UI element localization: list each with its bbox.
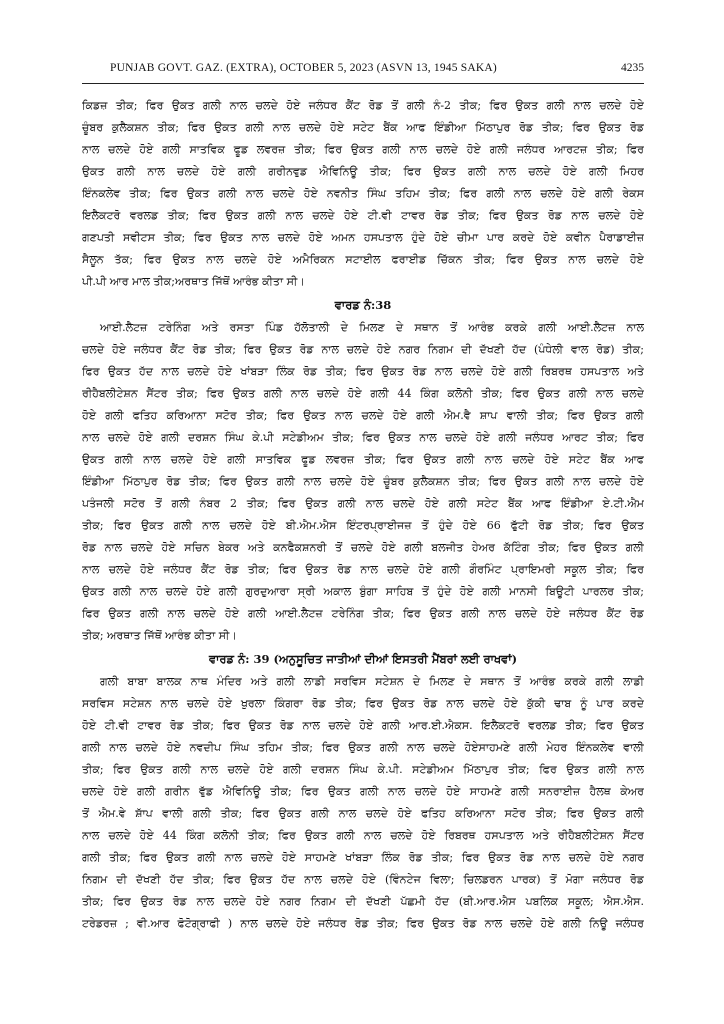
text-line: ਹੋਏ ਗਲੀ ਫਤਿਹ ਕਰਿਆਨਾ ਸਟੋਰ ਤੀਕ; ਫਿਰ ਉਕਤ ਨਾਲ ਚਲਦੇ ਹੋਏ ਗਲੀ ਐਮ.ਵੈ ਸ਼ਾਪ ਵਾਲੀ ਤੀਕ; ਫਿਰ ਉਕਤ ਗਲੀ bbox=[82, 409, 644, 422]
text-line: ਸਰਵਿਸ ਸਟੇਸ਼ਨ ਨਾਲ ਚਲਦੇ ਹੋਏ ਖੁਰਲਾ ਕਿੰਗਰਾ ਰੋਡ ਤੀਕ; ਫਿਰ ਉਕਤ ਰੋਡ ਨਾਲ ਚਲਦੇ ਹੋਏ ਕੁੱਕੀ ਢਾਬ ਨੂੰ ਪਾਰ ਕਰਦੇ bbox=[82, 697, 644, 710]
text-line: ਨਾਲ ਚਲਦੇ ਹੋਏ ਜਲੰਧਰ ਕੈਂਟ ਰੋਡ ਤੀਕ; ਫਿਰ ਉਕਤ ਰੋਡ ਨਾਲ ਚਲਦੇ ਹੋਏ ਗਲੀ ਗੌਰਮਿੰਟ ਪ੍ਰਾਇਮਰੀ ਸਕੂਲ ਤੀਕ; ਫਿਰ bbox=[82, 563, 644, 576]
text-line: ਗਣਪਤੀ ਸਵੀਟਸ ਤੀਕ; ਫਿਰ ਉਕਤ ਨਾਲ ਚਲਦੇ ਹੋਏ ਅਮਨ ਹਸਪਤਾਲ ਹੁੰਦੇ ਹੋਏ ਚੀਮਾ ਪਾਰ ਕਰਦੇ ਹੋਏ ਕਵੀਨ ਪੈਰਾਡਾਈਜ਼ bbox=[82, 231, 644, 244]
text-line: ਟਰੇਡਰਜ਼ ; ਵੀ.ਆਰ ਫੋਟੋਗ੍ਰਾਫੀ ) ਨਾਲ ਚਲਦੇ ਹੋਏ ਜਲੰਧਰ ਰੋਡ ਤੀਕ; ਫਿਰ ਉਕਤ ਰੋਡ ਨਾਲ ਚਲਦੇ ਹੋਏ ਗਲੀ ਨਿਊ ਜਲੰਧਰ bbox=[82, 917, 644, 930]
text-line: ਸੈਲੂਨ ਤੱਕ; ਫਿਰ ਉਕਤ ਨਾਲ ਚਲਦੇ ਹੋਏ ਅਮੈਰਿਕਨ ਸਟਾਈਲ ਫਰਾਈਡ ਚਿੱਕਨ ਤੀਕ; ਫਿਰ ਉਕਤ ਨਾਲ ਚਲਦੇ ਹੋਏ bbox=[82, 253, 644, 266]
page-header bbox=[82, 60, 644, 76]
text-line: ਤੀਕ; ਅਰਥਾਤ ਜਿੱਥੋਂ ਆਰੰਭ ਕੀਤਾ ਸੀ। bbox=[82, 629, 237, 642]
text-line: ਨਾਲ ਚਲਦੇ ਹੋਏ 44 ਕਿੰਗ ਕਲੋਨੀ ਤੀਕ; ਫਿਰ ਉਕਤ ਗਲੀ ਨਾਲ ਚਲਦੇ ਹੋਏ ਰਿਬਰਥ ਹਸਪਤਾਲ ਅਤੇ ਰੀਹੈਬਲੀਟੇਸ਼ਨ ਸੈਂਟਰ bbox=[82, 829, 644, 842]
page-number: 4235 bbox=[621, 62, 644, 74]
text-line: ਉਕਤ ਗਲੀ ਨਾਲ ਚਲਦੇ ਹੋਏ ਗਲੀ ਗਰੀਨਵੁਡ ਐਵਿਨਿਊ ਤੀਕ; ਫਿਰ ਉਕਤ ਗਲੀ ਨਾਲ ਚਲਦੇ ਹੋਏ ਗਲੀ ਮਿਹਰ bbox=[82, 165, 644, 178]
text-line: ਚਲਦੇ ਹੋਏ ਗਲੀ ਗਰੀਨ ਵੁੱਡ ਐਵਿਨਿਊ ਤੀਕ; ਫਿਰ ਉਕਤ ਗਲੀ ਨਾਲ ਚਲਦੇ ਹੋਏ ਸਾਹਮਣੇ ਗਲੀ ਸਨਰਾਈਜ਼ ਹੈਲਥ ਕੇਅਰ bbox=[82, 785, 644, 798]
text-line: ਆਈ.ਲੈਟਜ਼ ਟਰੇਨਿੰਗ ਅਤੇ ਰਸਤਾ ਪਿੰਡ ਹੱਲੋਤਾਲੀ ਦੇ ਮਿਲਣ ਦੇ ਸਥਾਨ ਤੋਂ ਆਰੰਭ ਕਰਕੇ ਗਲੀ ਆਈ.ਲੈਟਜ਼ ਨਾਲ bbox=[100, 321, 644, 334]
text-line: ਤੀਕ; ਫਿਰ ਉਕਤ ਗਲੀ ਨਾਲ ਚਲਦੇ ਹੋਏ ਬੀ.ਐਮ.ਐਸ ਇੰਟਰਪ੍ਰਾਈਜਜ਼ ਤੋਂ ਹੁੰਦੇ ਹੋਏ 66 ਫੁੱਟੀ ਰੋਡ ਤੀਕ; ਫਿਰ ਉਕਤ bbox=[82, 519, 644, 532]
text-line: ਰੀਹੈਬਲੀਟੇਸ਼ਨ ਸੈਂਟਰ ਤੀਕ; ਫਿਰ ਉਕਤ ਗਲੀ ਨਾਲ ਚਲਦੇ ਹੋਏ ਗਲੀ 44 ਕਿੰਗ ਕਲੋਨੀ ਤੀਕ; ਫਿਰ ਉਕਤ ਗਲੀ ਨਾਲ ਚਲਦੇ bbox=[82, 387, 644, 400]
header-rule bbox=[82, 83, 644, 84]
text-line: ਇੰਨਕਲੇਵ ਤੀਕ; ਫਿਰ ਉਕਤ ਗਲੀ ਨਾਲ ਚਲਦੇ ਹੋਏ ਨਵਨੀਤ ਸਿੰਘ ਤਹਿਮ ਤੀਕ; ਫਿਰ ਗਲੀ ਨਾਲ ਚਲਦੇ ਹੋਏ ਗਲੀ ਰੇਕਸ bbox=[82, 187, 644, 200]
gazette-title: PUNJAB GOVT. GAZ. (EXTRA), OCTOBER 5, 2023 (ASVN 13, 1945 SAKA) bbox=[110, 62, 497, 74]
ward-39-heading: ਵਾਰਡ ਨੰ: 39 (ਅਨੁਸੂਚਿਤ ਜਾਤੀਆਂ ਦੀਆਂ ਇਸਤਰੀ ਮੈਂਬਰਾਂ ਲਈ ਰਾਖਵਾਂ) bbox=[208, 652, 518, 666]
text-line: ਤੀਕ; ਫਿਰ ਉਕਤ ਗਲੀ ਨਾਲ ਚਲਦੇ ਹੋਏ ਗਲੀ ਦਰਸ਼ਨ ਸਿੰਘ ਕੇ.ਪੀ. ਸਟੇਡੀਅਮ ਮਿੱਠਾਪੁਰ ਤੀਕ; ਫਿਰ ਉਕਤ ਗਲੀ ਨਾਲ bbox=[82, 763, 644, 776]
text-line: ਹੋਏ ਟੀ.ਵੀ ਟਾਵਰ ਰੋਡ ਤੀਕ; ਫਿਰ ਉਕਤ ਰੋਡ ਨਾਲ ਚਲਦੇ ਹੋਏ ਗਲੀ ਆਰ.ਈ.ਐਕਸ. ਇਲੈਕਟਰੋ ਵਰਲਡ ਤੀਕ; ਫਿਰ ਉਕਤ bbox=[82, 719, 644, 732]
text-line: ਪਤੰਜਲੀ ਸਟੋਰ ਤੋਂ ਗਲੀ ਨੰਬਰ 2 ਤੀਕ; ਫਿਰ ਉਕਤ ਗਲੀ ਨਾਲ ਚਲਦੇ ਹੋਏ ਗਲੀ ਸਟੇਟ ਬੈਂਕ ਆਫ ਇੰਡੀਆ ਏ.ਟੀ.ਐਮ bbox=[82, 497, 644, 510]
text-line: ਇਲੈਕਟਰੋ ਵਰਲਡ ਤੀਕ; ਫਿਰ ਉਕਤ ਗਲੀ ਨਾਲ ਚਲਦੇ ਹੋਏ ਟੀ.ਵੀ ਟਾਵਰ ਰੋਡ ਤੀਕ; ਫਿਰ ਉਕਤ ਰੋਡ ਨਾਲ ਚਲਦੇ ਹੋਏ bbox=[82, 209, 644, 222]
ward-38-heading: ਵਾਰਡ ਨੰ:38 bbox=[334, 298, 392, 312]
text-line: ਫਿਰ ਉਕਤ ਗਲੀ ਨਾਲ ਚਲਦੇ ਹੋਏ ਗਲੀ ਆਈ.ਲੈਟਜ਼ ਟਰੇਨਿੰਗ ਤੀਕ; ਫਿਰ ਉਕਤ ਗਲੀ ਨਾਲ ਚਲਦੇ ਹੋਏ ਜਲੰਧਰ ਕੈਂਟ ਰੋਡ bbox=[82, 607, 644, 620]
text-line: ਗਲੀ ਤੀਕ; ਫਿਰ ਉਕਤ ਗਲੀ ਨਾਲ ਚਲਦੇ ਹੋਏ ਸਾਹਮਣੇ ਖਾਂਬੜਾ ਲਿੰਕ ਰੋਡ ਤੀਕ; ਫਿਰ ਉਕਤ ਰੋਡ ਨਾਲ ਚਲਦੇ ਹੋਏ ਨਗਰ bbox=[82, 851, 644, 864]
text-line: ਚੂੰਬਰ ਕੁਲੈਕਸ਼ਨ ਤੀਕ; ਫਿਰ ਉਕਤ ਗਲੀ ਨਾਲ ਚਲਦੇ ਹੋਏ ਸਟੇਟ ਬੈਂਕ ਆਫ ਇੰਡੀਆ ਮਿੱਠਾਪੁਰ ਰੋਡ ਤੀਕ; ਫਿਰ ਉਕਤ ਰੋਡ bbox=[82, 121, 644, 134]
page-body bbox=[82, 95, 644, 935]
text-line: ਚਲਦੇ ਹੋਏ ਜਲੰਧਰ ਕੈਂਟ ਰੋਡ ਤੀਕ; ਫਿਰ ਉਕਤ ਰੋਡ ਨਾਲ ਚਲਦੇ ਹੋਏ ਨਗਰ ਨਿਗਮ ਦੀ ਦੱਖਣੀ ਹੱਦ (ਪੰਧੇਲੀ ਵਾਲ ਰੋਡ) ਤੀਕ; bbox=[82, 343, 644, 356]
text-line: ਉਕਤ ਗਲੀ ਨਾਲ ਚਲਦੇ ਹੋਏ ਗਲੀ ਗੁਰਦੁਆਰਾ ਸ੍ਰੀ ਅਕਾਲ ਬੁੰਗਾ ਸਾਹਿਬ ਤੋਂ ਹੁੰਦੇ ਹੋਏ ਗਲੀ ਮਾਨਸੀ ਬਿਊਟੀ ਪਾਰਲਰ ਤੀਕ; bbox=[82, 585, 644, 598]
text-line: ਤੋਂ ਐਮ.ਵੇ ਸ਼ਾੱਪ ਵਾਲੀ ਗਲੀ ਤੀਕ; ਫਿਰ ਉਕਤ ਗਲੀ ਨਾਲ ਚਲਦੇ ਹੋਏ ਫਤਿਹ ਕਰਿਆਨਾ ਸਟੋਰ ਤੀਕ; ਫਿਰ ਉਕਤ ਗਲੀ bbox=[82, 807, 644, 820]
text-line: ਫਿਰ ਉਕਤ ਹੱਦ ਨਾਲ ਚਲਦੇ ਹੋਏ ਖਾਂਬੜਾ ਲਿੰਕ ਰੋਡ ਤੀਕ; ਫਿਰ ਉਕਤ ਰੋਡ ਨਾਲ ਚਲਦੇ ਹੋਏ ਗਲੀ ਰਿਬਰਥ ਹਸਪਤਾਲ ਅਤੇ bbox=[82, 365, 644, 378]
text-line: ਗਲੀ ਬਾਬਾ ਬਾਲਕ ਨਾਥ ਮੰਦਿਰ ਅਤੇ ਗਲੀ ਲਾਡੀ ਸਰਵਿਸ ਸਟੇਸ਼ਨ ਦੇ ਮਿਲਣ ਦੇ ਸਥਾਨ ਤੋਂ ਆਰੰਭ ਕਰਕੇ ਗਲੀ ਲਾਡੀ bbox=[100, 675, 644, 688]
text-line: ਗਲੀ ਨਾਲ ਚਲਦੇ ਹੋਏ ਨਵਦੀਪ ਸਿੰਘ ਤਹਿਮ ਤੀਕ; ਫਿਰ ਉਕਤ ਗਲੀ ਨਾਲ ਚਲਦੇ ਹੋਏਸਾਹਮਣੇ ਗਲੀ ਮੇਹਰ ਇੰਨਕਲੇਵ ਵਾਲੀ bbox=[82, 741, 644, 754]
text-line: ਕਿਡਜ਼ ਤੀਕ; ਫਿਰ ਉਕਤ ਗਲੀ ਨਾਲ ਚਲਦੇ ਹੋਏ ਜਲੰਧਰ ਕੈਂਟ ਰੋਡ ਤੋਂ ਗਲੀ ਨੰ-2 ਤੀਕ; ਫਿਰ ਉਕਤ ਗਲੀ ਨਾਲ ਚਲਦੇ ਹੋਏ bbox=[82, 99, 644, 112]
text-line: ਨਾਲ ਚਲਦੇ ਹੋਏ ਗਲੀ ਦਰਸ਼ਨ ਸਿੰਘ ਕੇ.ਪੀ ਸਟੇਡੀਅਮ ਤੀਕ; ਫਿਰ ਉਕਤ ਨਾਲ ਚਲਦੇ ਹੋਏ ਗਲੀ ਜਲੰਧਰ ਆਰਟ ਤੀਕ; ਫਿਰ bbox=[82, 431, 644, 444]
text-line: ਨਿਗਮ ਦੀ ਦੱਖਣੀ ਹੱਦ ਤੀਕ; ਫਿਰ ਉਕਤ ਹੱਦ ਨਾਲ ਚਲਦੇ ਹੋਏ (ਵਿੰਨਟੇਜ ਵਿਲਾ; ਚਿਲਡਰਨ ਪਾਰਕ) ਤੋਂ ਮੋਗਾ ਜਲੰਧਰ ਰੋਡ bbox=[82, 873, 644, 886]
text-line: ਨਾਲ ਚਲਦੇ ਹੋਏ ਗਲੀ ਸਾਤਵਿਕ ਫੂਡ ਲਵਰਜ਼ ਤੀਕ; ਫਿਰ ਉਕਤ ਗਲੀ ਨਾਲ ਚਲਦੇ ਹੋਏ ਗਲੀ ਜਲੰਧਰ ਆਰਟਜ਼ ਤੀਕ; ਫਿਰ bbox=[82, 143, 644, 156]
text-line: ਉਕਤ ਗਲੀ ਨਾਲ ਚਲਦੇ ਹੋਏ ਗਲੀ ਸਾਤਵਿਕ ਫੂਡ ਲਵਰਜ਼ ਤੀਕ; ਫਿਰ ਉਕਤ ਗਲੀ ਨਾਲ ਚਲਦੇ ਹੋਏ ਸਟੇਟ ਬੈਂਕ ਆਫ bbox=[82, 453, 644, 466]
text-line: ਇੰਡੀਆ ਮਿੱਠਾਪੁਰ ਰੋਡ ਤੀਕ; ਫਿਰ ਉਕਤ ਗਲੀ ਨਾਲ ਚਲਦੇ ਹੋਏ ਚੂੰਬਰ ਕੁਲੈਕਸ਼ਨ ਤੀਕ; ਫਿਰ ਉਕਤ ਗਲੀ ਨਾਲ ਚਲਦੇ ਹੋਏ bbox=[82, 475, 644, 488]
text-line: ਤੀਕ; ਫਿਰ ਉਕਤ ਰੋਡ ਨਾਲ ਚਲਦੇ ਹੋਏ ਨਗਰ ਨਿਗਮ ਦੀ ਦੱਖਣੀ ਪੱਛਮੀ ਹੱਦ (ਬੀ.ਆਰ.ਐਸ ਪਬਲਿਕ ਸਕੂਲ; ਐਸ.ਐਸ. bbox=[82, 895, 644, 908]
text-line: ਪੀ.ਪੀ ਆਰ ਮਾਲ ਤੀਕ;ਅਰਥਾਤ ਜਿੱਥੋਂ ਆਰੰਭ ਕੀਤਾ ਸੀ। bbox=[82, 275, 305, 288]
text-line: ਰੋਡ ਨਾਲ ਚਲਦੇ ਹੋਏ ਸਚਿਨ ਬੇਕਰ ਅਤੇ ਕਨਫੈਕਸ਼ਨਰੀ ਤੋਂ ਚਲਦੇ ਹੋਏ ਗਲੀ ਬਲਜੀਤ ਹੇਅਰ ਕੱਟਿੰਗ ਤੀਕ; ਫਿਰ ਉਕਤ ਗਲੀ bbox=[82, 541, 644, 554]
